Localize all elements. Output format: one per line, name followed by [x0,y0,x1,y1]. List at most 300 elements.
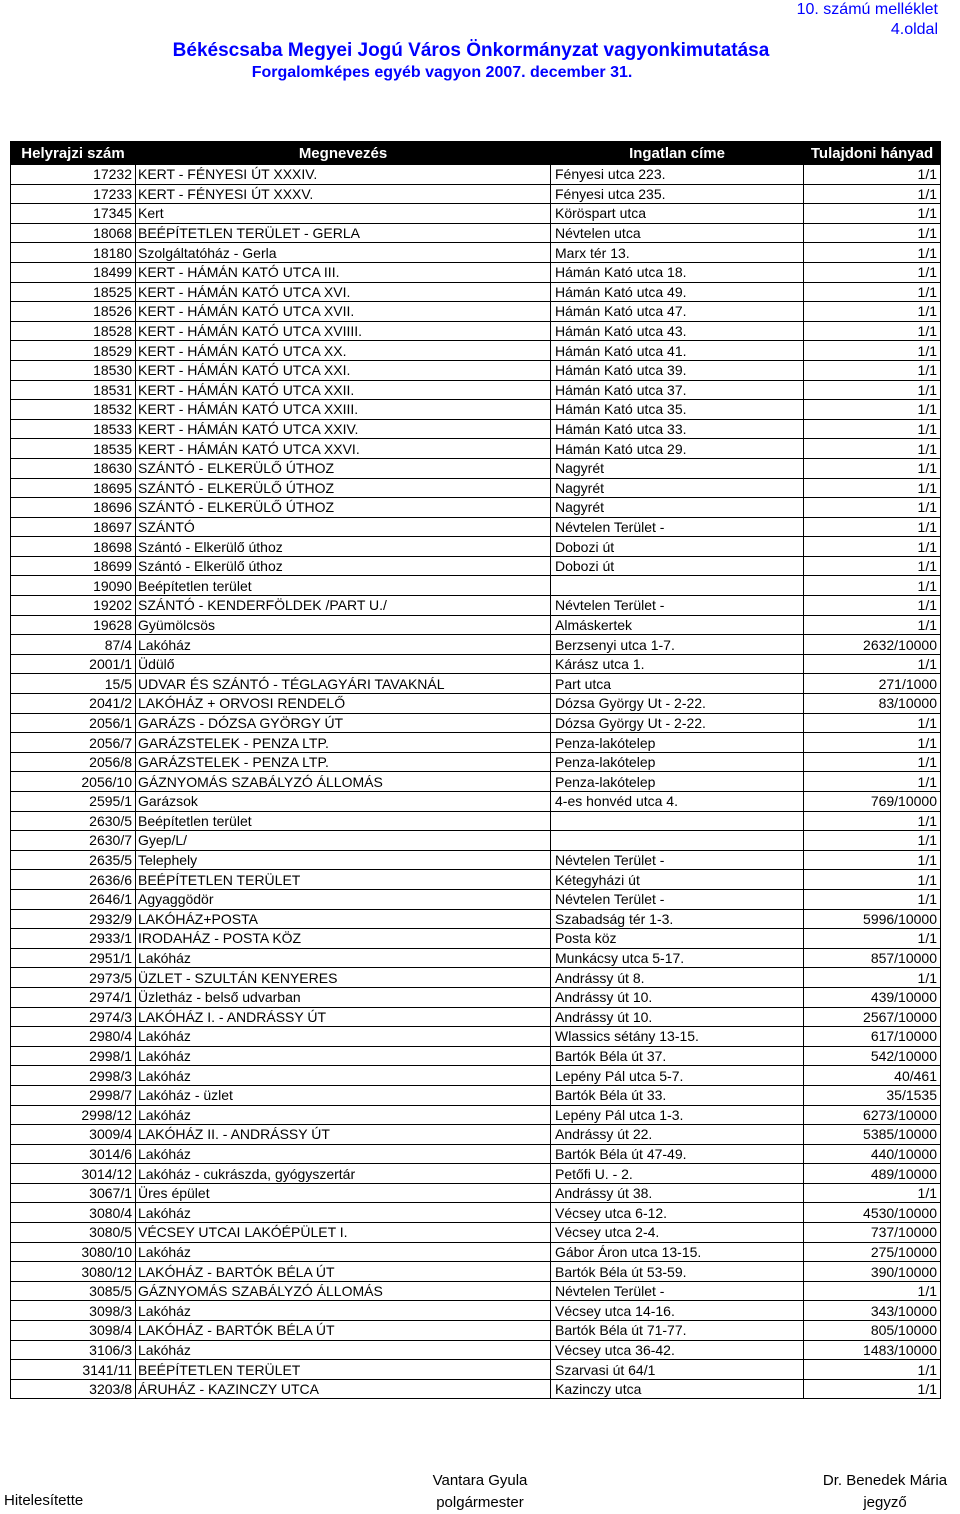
table-row [11,1085,941,1105]
table-row [11,1360,941,1380]
cell-name: GÁZNYOMÁS SZABÁLYZÓ ÁLLOMÁS [136,772,551,792]
cell-name: Beépítetlen terület [136,576,551,596]
table-row [11,204,941,224]
table-row [11,987,941,1007]
table-row [11,1046,941,1066]
cell-ownership: 489/10000 [804,1164,941,1184]
cell-name: KERT - HÁMÁN KATÓ UTCA XVI. [136,282,551,302]
cell-ownership: 1/1 [804,1360,941,1380]
table-row [11,752,941,772]
cell-address [551,831,804,851]
cell-name: Garázsok [136,792,551,812]
cell-ownership: 390/10000 [804,1262,941,1282]
cell-ownership: 1/1 [804,929,941,949]
cell-parcel: 3080/10 [11,1242,136,1262]
table-row [11,165,941,185]
cell-ownership: 271/1000 [804,674,941,694]
cell-name: GARÁZSTELEK - PENZA LTP. [136,752,551,772]
cell-parcel: 2974/3 [11,1007,136,1027]
cell-address: Kazinczy utca [551,1379,804,1399]
cell-ownership: 1/1 [804,517,941,537]
table-row [11,850,941,870]
cell-address: Vécsey utca 6-12. [551,1203,804,1223]
cell-ownership: 1/1 [804,831,941,851]
cell-name: LAKÓHÁZ I. - ANDRÁSSY ÚT [136,1007,551,1027]
cell-parcel: 18699 [11,556,136,576]
cell-ownership: 1/1 [804,1183,941,1203]
table-row [11,694,941,714]
cell-name: Beépítetlen terület [136,811,551,831]
cell-address: Penza-lakótelep [551,772,804,792]
cell-address: Dózsa György Ut - 2-22. [551,694,804,714]
table-row [11,302,941,322]
cell-address: Vécsey utca 14-16. [551,1301,804,1321]
cell-name: ÁRUHÁZ - KAZINCZY UTCA [136,1379,551,1399]
cell-parcel: 18525 [11,282,136,302]
cell-ownership: 769/10000 [804,792,941,812]
table-row [11,713,941,733]
cell-ownership: 805/10000 [804,1321,941,1341]
document-subtitle [0,64,960,82]
cell-name: Szántó - Elkerülő úthoz [136,556,551,576]
table-row [11,909,941,929]
cell-ownership: 5385/10000 [804,1125,941,1145]
table-row [11,889,941,909]
table-row [11,772,941,792]
cell-address: Névtelen Terület - [551,850,804,870]
column-header-parcel: Helyrajzi szám [11,142,136,165]
table-row [11,576,941,596]
cell-address: Dobozi út [551,537,804,557]
cell-parcel: 18695 [11,478,136,498]
cell-address: Andrássy út 10. [551,1007,804,1027]
cell-name: Szántó - Elkerülő úthoz [136,537,551,557]
table-row [11,223,941,243]
table-row [11,654,941,674]
cell-parcel: 18531 [11,380,136,400]
cell-parcel: 2630/7 [11,831,136,851]
cell-address: Névtelen Terület - [551,1281,804,1301]
cell-ownership: 1/1 [804,341,941,361]
table-row [11,1066,941,1086]
table-row [11,498,941,518]
cell-ownership: 1/1 [804,498,941,518]
cell-name: Telephely [136,850,551,870]
cell-ownership: 1/1 [804,458,941,478]
cell-address: Bartók Béla út 53-59. [551,1262,804,1282]
cell-parcel: 2635/5 [11,850,136,870]
cell-address: Andrássy út 38. [551,1183,804,1203]
page-number: 4.oldal [890,21,938,38]
cell-ownership: 1/1 [804,478,941,498]
cell-parcel: 18532 [11,400,136,420]
cell-address: Dobozi út [551,556,804,576]
cell-ownership: 343/10000 [804,1301,941,1321]
table-row [11,733,941,753]
cell-ownership: 440/10000 [804,1144,941,1164]
annex-label [797,0,938,40]
cell-address: Kárász utca 1. [551,654,804,674]
cell-name: SZÁNTÓ - KENDERFÖLDEK /PART U./ [136,596,551,616]
cell-parcel: 2998/7 [11,1085,136,1105]
cell-address: Andrássy út 8. [551,968,804,988]
cell-ownership: 1/1 [804,654,941,674]
column-header-name: Megnevezés [136,142,551,165]
table-row [11,1340,941,1360]
cell-address: Fényesi utca 223. [551,165,804,185]
cell-name: Lakóház [136,1144,551,1164]
cell-name: LAKÓHÁZ II. - ANDRÁSSY ÚT [136,1125,551,1145]
table-row [11,380,941,400]
cell-ownership: 40/461 [804,1066,941,1086]
table-row [11,537,941,557]
cell-ownership: 617/10000 [804,1027,941,1047]
cell-parcel: 3080/12 [11,1262,136,1282]
cell-address: Lepény Pál utca 1-3. [551,1105,804,1125]
cell-name: UDVAR ÉS SZÁNTÓ - TÉGLAGYÁRI TAVAKNÁL [136,674,551,694]
cell-ownership: 542/10000 [804,1046,941,1066]
cell-ownership: 1/1 [804,321,941,341]
annex-number: 10. számú melléklet [796,1,938,18]
cell-address: Berzsenyi utca 1-7. [551,635,804,655]
cell-parcel: 2056/10 [11,772,136,792]
cell-ownership: 1/1 [804,1379,941,1399]
cell-address: Szarvasi út 64/1 [551,1360,804,1380]
cell-name: LAKÓHÁZ - BARTÓK BÉLA ÚT [136,1321,551,1341]
cell-ownership: 1/1 [804,282,941,302]
cell-address: Köröspart utca [551,204,804,224]
cell-name: KERT - HÁMÁN KATÓ UTCA XVIIII. [136,321,551,341]
cell-name: SZÁNTÓ - ELKERÜLŐ ÚTHOZ [136,498,551,518]
cell-parcel: 2980/4 [11,1027,136,1047]
document-title-text: Békéscsaba Megyei Jogú Város Önkormányzat vagyonkimutatása [172,40,770,61]
cell-ownership: 1/1 [804,380,941,400]
cell-ownership: 1/1 [804,811,941,831]
cell-parcel: 17345 [11,204,136,224]
cell-name: SZÁNTÓ [136,517,551,537]
cell-address: Wlassics sétány 13-15. [551,1027,804,1047]
cell-ownership: 1/1 [804,772,941,792]
cell-parcel: 18696 [11,498,136,518]
cell-name: KERT - FÉNYESI ÚT XXXV. [136,184,551,204]
cell-ownership: 1/1 [804,752,941,772]
cell-name: Gyep/L/ [136,831,551,851]
cell-parcel: 3080/4 [11,1203,136,1223]
cell-parcel: 2998/12 [11,1105,136,1125]
cell-ownership: 1/1 [804,596,941,616]
cell-parcel: 3203/8 [11,1379,136,1399]
cell-parcel: 3098/3 [11,1301,136,1321]
table-row [11,1242,941,1262]
cell-address: Hámán Kató utca 47. [551,302,804,322]
cell-parcel: 18533 [11,419,136,439]
cell-address: Bartók Béla út 33. [551,1085,804,1105]
table-row [11,596,941,616]
cell-address: Hámán Kató utca 33. [551,419,804,439]
cell-ownership: 1/1 [804,733,941,753]
cell-parcel: 18630 [11,458,136,478]
cell-address: Vécsey utca 2-4. [551,1223,804,1243]
cell-name: KERT - HÁMÁN KATÓ UTCA XXIII. [136,400,551,420]
cell-name: Üres épület [136,1183,551,1203]
table-row [11,439,941,459]
cell-name: GÁZNYOMÁS SZABÁLYZÓ ÁLLOMÁS [136,1281,551,1301]
table-row [11,1223,941,1243]
mayor-name: Vantara Gyula [432,1472,528,1489]
table-row [11,870,941,890]
cell-ownership: 1/1 [804,223,941,243]
cell-parcel: 2595/1 [11,792,136,812]
cell-address: Nagyrét [551,498,804,518]
cell-parcel: 18529 [11,341,136,361]
cell-ownership: 275/10000 [804,1242,941,1262]
cell-name: Kert [136,204,551,224]
cell-name: KERT - HÁMÁN KATÓ UTCA XXVI. [136,439,551,459]
table-row [11,1281,941,1301]
cell-name: Lakóház [136,1066,551,1086]
table-row [11,1183,941,1203]
cell-address: Almáskertek [551,615,804,635]
cell-ownership: 1/1 [804,713,941,733]
cell-name: KERT - HÁMÁN KATÓ UTCA XX. [136,341,551,361]
table-row [11,341,941,361]
cell-name: Lakóház [136,1027,551,1047]
cell-address: Andrássy út 10. [551,987,804,1007]
table-row [11,556,941,576]
cell-ownership: 4530/10000 [804,1203,941,1223]
table-row [11,1007,941,1027]
cell-address: 4-es honvéd utca 4. [551,792,804,812]
cell-ownership: 1/1 [804,400,941,420]
table-row [11,635,941,655]
cell-name: Lakóház [136,1301,551,1321]
document-subtitle-text: Forgalomképes egyéb vagyon 2007. december 31. [251,64,633,81]
cell-name: GARÁZS - DÓZSA GYÖRGY ÚT [136,713,551,733]
cell-name: KERT - HÁMÁN KATÓ UTCA XXIV. [136,419,551,439]
cell-name: SZÁNTÓ - ELKERÜLŐ ÚTHOZ [136,458,551,478]
notary-title: jegyző [863,1494,907,1511]
table-row [11,321,941,341]
cell-address: Vécsey utca 36-42. [551,1340,804,1360]
cell-address [551,811,804,831]
cell-parcel: 18068 [11,223,136,243]
mayor-signature [400,1470,560,1514]
mayor-title: polgármester [436,1494,524,1511]
cell-address: Hámán Kató utca 18. [551,262,804,282]
cell-parcel: 2630/5 [11,811,136,831]
cell-parcel: 18528 [11,321,136,341]
cell-name: BEÉPÍTETLEN TERÜLET [136,1360,551,1380]
table-row [11,674,941,694]
table-row [11,792,941,812]
table-row [11,517,941,537]
cell-address: Névtelen Terület - [551,596,804,616]
cell-address: Kétegyházi út [551,870,804,890]
cell-parcel: 19628 [11,615,136,635]
cell-name: Lakóház [136,1046,551,1066]
cell-parcel: 2932/9 [11,909,136,929]
notary-name: Dr. Benedek Mária [822,1472,948,1489]
cell-name: Lakóház - üzlet [136,1085,551,1105]
cell-address: Petőfi U. - 2. [551,1164,804,1184]
cell-address: Hámán Kató utca 37. [551,380,804,400]
cell-address: Posta köz [551,929,804,949]
cell-parcel: 2056/1 [11,713,136,733]
cell-name: KERT - FÉNYESI ÚT XXXIV. [136,165,551,185]
cell-ownership: 1/1 [804,165,941,185]
cell-name: KERT - HÁMÁN KATÓ UTCA XVII. [136,302,551,322]
cell-ownership: 1/1 [804,302,941,322]
cell-name: IRODAHÁZ - POSTA KÖZ [136,929,551,949]
cell-address: Gábor Áron utca 13-15. [551,1242,804,1262]
cell-address: Szabadság tér 1-3. [551,909,804,929]
cell-name: Gyümölcsös [136,615,551,635]
cell-address: Penza-lakótelep [551,752,804,772]
cell-parcel: 3106/3 [11,1340,136,1360]
cell-parcel: 3080/5 [11,1223,136,1243]
cell-parcel: 3009/4 [11,1125,136,1145]
cell-name: VÉCSEY UTCAI LAKÓÉPÜLET I. [136,1223,551,1243]
cell-parcel: 3141/11 [11,1360,136,1380]
cell-name: KERT - HÁMÁN KATÓ UTCA XXI. [136,360,551,380]
column-header-ownership: Tulajdoni hányad [804,142,941,165]
cell-address: Marx tér 13. [551,243,804,263]
cell-ownership: 1/1 [804,556,941,576]
cell-ownership: 1/1 [804,1281,941,1301]
cell-ownership: 1/1 [804,439,941,459]
cell-parcel: 3085/5 [11,1281,136,1301]
table-row [11,948,941,968]
cell-ownership: 1/1 [804,360,941,380]
cell-parcel: 3014/12 [11,1164,136,1184]
cell-ownership: 2632/10000 [804,635,941,655]
cell-address: Hámán Kató utca 29. [551,439,804,459]
cell-name: Üzletház - belső udvarban [136,987,551,1007]
cell-name: Lakóház [136,1203,551,1223]
cell-ownership: 35/1535 [804,1085,941,1105]
cell-name: BEÉPÍTETLEN TERÜLET - GERLA [136,223,551,243]
cell-name: Lakóház [136,635,551,655]
cell-ownership: 1/1 [804,204,941,224]
cell-name: BEÉPÍTETLEN TERÜLET [136,870,551,890]
cell-name: KERT - HÁMÁN KATÓ UTCA III. [136,262,551,282]
cell-parcel: 19202 [11,596,136,616]
asset-table [10,141,941,1399]
cell-parcel: 2646/1 [11,889,136,909]
cell-ownership: 1/1 [804,243,941,263]
cell-parcel: 2998/1 [11,1046,136,1066]
table-row [11,1105,941,1125]
table-row [11,243,941,263]
cell-parcel: 2041/2 [11,694,136,714]
cell-ownership: 1/1 [804,537,941,557]
cell-ownership: 1/1 [804,870,941,890]
cell-address: Lepény Pál utca 5-7. [551,1066,804,1086]
cell-address: Bartók Béla út 71-77. [551,1321,804,1341]
cell-parcel: 17233 [11,184,136,204]
cell-name: Lakóház [136,1340,551,1360]
table-row [11,929,941,949]
cell-address: Hámán Kató utca 41. [551,341,804,361]
cell-ownership: 6273/10000 [804,1105,941,1125]
table-row [11,282,941,302]
table-row [11,1027,941,1047]
cell-parcel: 3067/1 [11,1183,136,1203]
cell-parcel: 18526 [11,302,136,322]
cell-ownership: 1/1 [804,262,941,282]
cell-name: Agyaggödör [136,889,551,909]
cell-address: Dózsa György Ut - 2-22. [551,713,804,733]
table-row [11,1321,941,1341]
cell-ownership: 1/1 [804,184,941,204]
table-row [11,968,941,988]
cell-address: Andrássy út 22. [551,1125,804,1145]
notary-signature [790,1470,960,1514]
table-row [11,1379,941,1399]
cell-ownership: 1483/10000 [804,1340,941,1360]
cell-name: Üdülő [136,654,551,674]
table-row [11,1301,941,1321]
table-row [11,811,941,831]
cell-parcel: 18535 [11,439,136,459]
cell-parcel: 2933/1 [11,929,136,949]
cell-address: Névtelen Terület - [551,889,804,909]
cell-name: Szolgáltatóház - Gerla [136,243,551,263]
cell-ownership: 2567/10000 [804,1007,941,1027]
cell-name: KERT - HÁMÁN KATÓ UTCA XXII. [136,380,551,400]
cell-name: SZÁNTÓ - ELKERÜLŐ ÚTHOZ [136,478,551,498]
cell-parcel: 18698 [11,537,136,557]
cell-parcel: 18697 [11,517,136,537]
cell-address: Hámán Kató utca 43. [551,321,804,341]
cell-address: Bartók Béla út 37. [551,1046,804,1066]
cell-ownership: 1/1 [804,615,941,635]
table-row [11,1125,941,1145]
table-row [11,360,941,380]
cell-parcel: 2974/1 [11,987,136,1007]
cell-address: Part utca [551,674,804,694]
table-row [11,1164,941,1184]
cell-address: Névtelen utca [551,223,804,243]
column-header-address: Ingatlan címe [551,142,804,165]
cell-ownership: 439/10000 [804,987,941,1007]
table-row [11,831,941,851]
cell-parcel: 3014/6 [11,1144,136,1164]
certified-label: Hitelesítette [4,1492,84,1509]
cell-parcel: 2001/1 [11,654,136,674]
cell-name: Lakóház [136,1242,551,1262]
table-row [11,419,941,439]
cell-ownership: 737/10000 [804,1223,941,1243]
table-row [11,478,941,498]
cell-name: GARÁZSTELEK - PENZA LTP. [136,733,551,753]
cell-ownership: 1/1 [804,850,941,870]
cell-name: LAKÓHÁZ+POSTA [136,909,551,929]
table-row [11,1203,941,1223]
cell-ownership: 1/1 [804,968,941,988]
table-row [11,1262,941,1282]
cell-parcel: 2951/1 [11,948,136,968]
cell-ownership: 83/10000 [804,694,941,714]
cell-parcel: 2056/8 [11,752,136,772]
cell-parcel: 2056/7 [11,733,136,753]
cell-parcel: 3098/4 [11,1321,136,1341]
cell-parcel: 15/5 [11,674,136,694]
cell-parcel: 18530 [11,360,136,380]
cell-address: Hámán Kató utca 39. [551,360,804,380]
cell-ownership: 1/1 [804,419,941,439]
cell-parcel: 2636/6 [11,870,136,890]
